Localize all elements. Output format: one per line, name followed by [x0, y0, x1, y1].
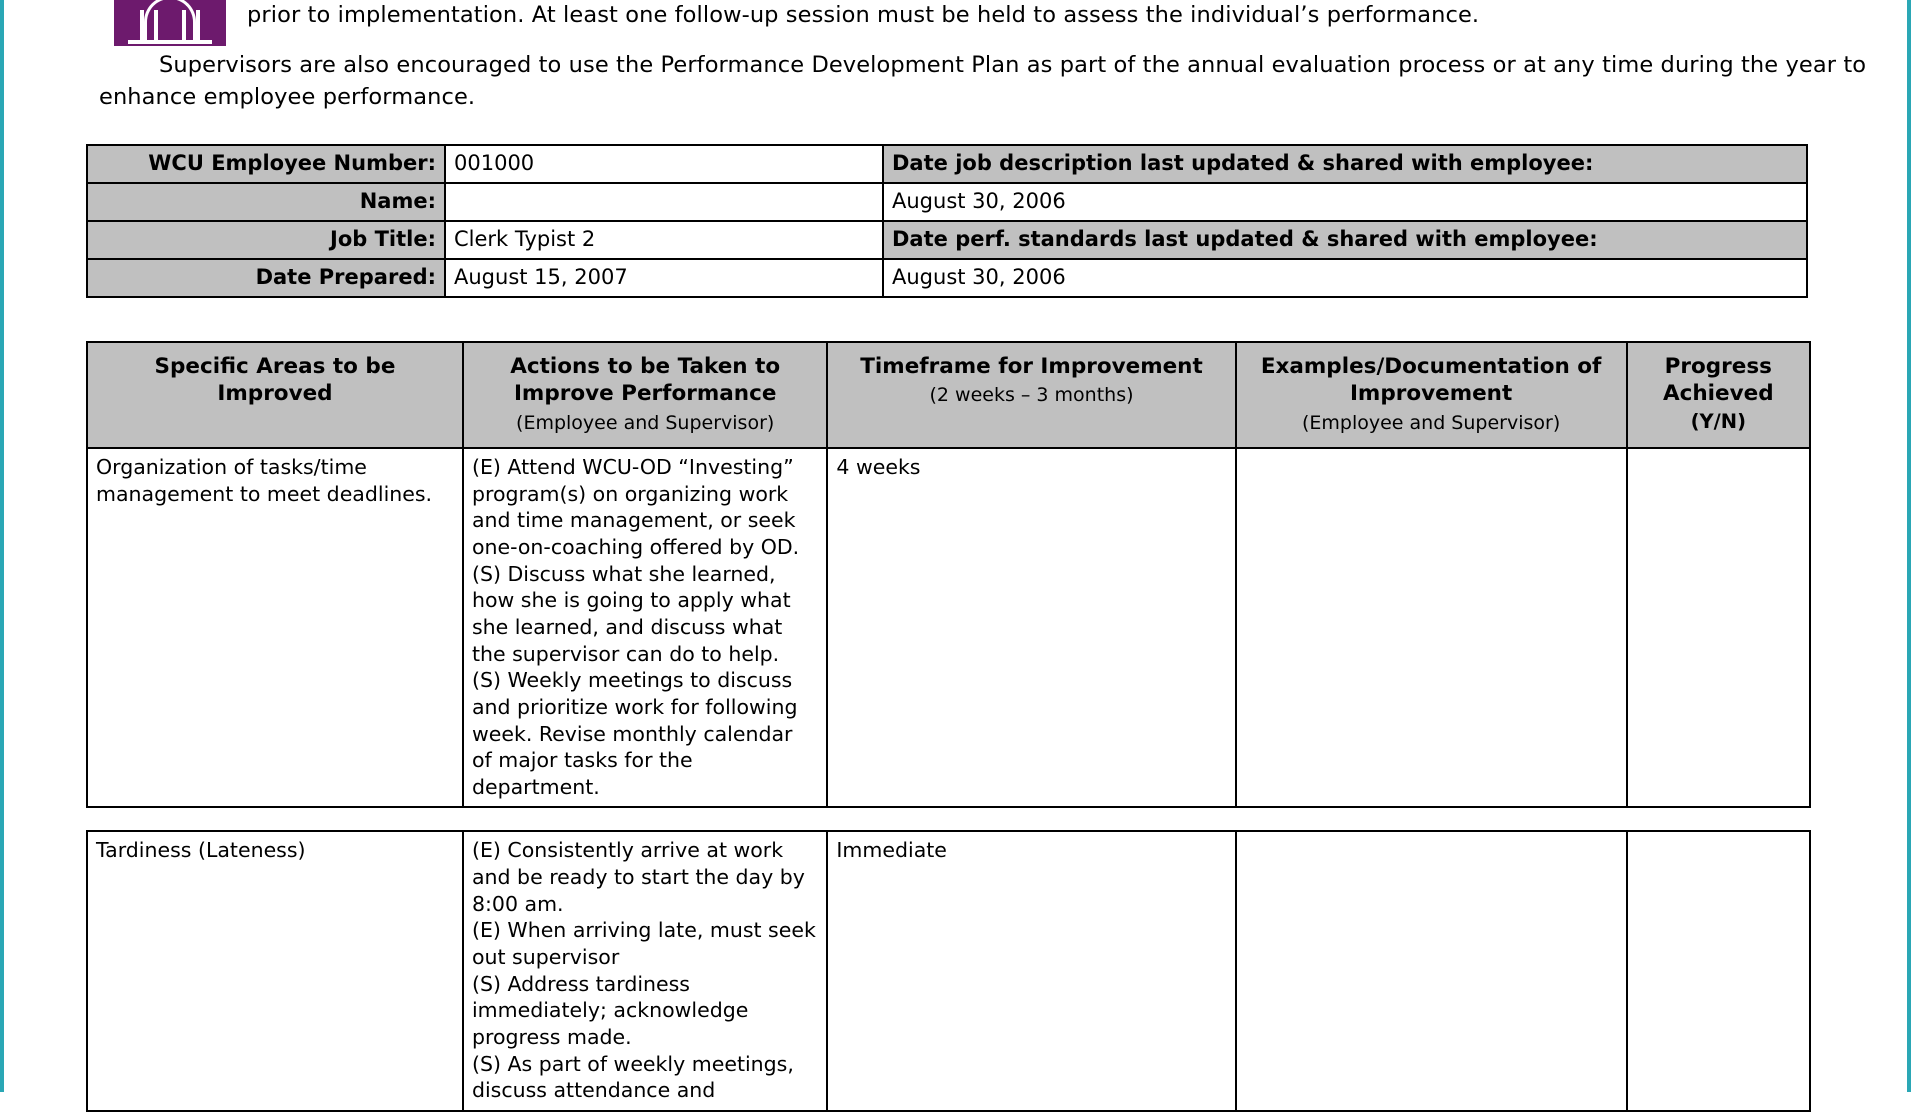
- header-progress-sub: (Y/N): [1690, 409, 1746, 433]
- row2-actions[interactable]: [463, 831, 827, 1110]
- header-timeframe: [827, 342, 1235, 448]
- header-specific-areas: [87, 342, 463, 448]
- row1-timeframe[interactable]: 4 weeks: [827, 448, 1235, 807]
- header-examples-title: Examples/Documentation of Improvement: [1260, 353, 1602, 407]
- intro-section: [4, 0, 1907, 114]
- perf-standards-updated-label: Date perf. standards last updated & shared with employee:: [883, 221, 1807, 259]
- table-row: [87, 145, 1807, 183]
- row1-action-line: (S) Weekly meetings to discuss and prioritize work for following week. Revise monthly calendar of major tasks for the department.: [471, 668, 798, 799]
- header-progress: [1627, 342, 1810, 448]
- row1-actions[interactable]: [463, 448, 827, 807]
- row1-examples[interactable]: [1236, 448, 1627, 807]
- table-row: [87, 831, 1810, 1110]
- header-timeframe-sub: (2 weeks – 3 months): [929, 384, 1134, 407]
- development-plan-table: [86, 341, 1811, 1112]
- employee-number-label: WCU Employee Number:: [87, 145, 445, 183]
- row2-action-line: (S) Address tardiness immediately; acknowledge progress made.: [471, 971, 749, 1049]
- row2-area[interactable]: Tardiness (Lateness): [87, 831, 463, 1110]
- perf-standards-updated-value[interactable]: August 30, 2006: [883, 259, 1807, 297]
- row2-examples[interactable]: [1236, 831, 1627, 1110]
- header-timeframe-title: Timeframe for Improvement: [860, 353, 1203, 379]
- table-header-row: [87, 342, 1810, 448]
- wcu-seal-logo: [114, 0, 226, 46]
- table-row: [87, 221, 1807, 259]
- table-row: [87, 183, 1807, 221]
- name-value[interactable]: [445, 183, 883, 221]
- intro-paragraph-2: Supervisors are also encouraged to use the Performance Development Plan as part of the annual evaluation process or at any time during the year to enhance employee performance.: [99, 51, 1867, 110]
- table-row-spacer: [87, 807, 1810, 831]
- row2-action-line: (E) When arriving late, must seek out supervisor: [471, 918, 816, 970]
- job-description-updated-label: Date job description last updated & shared with employee:: [883, 145, 1807, 183]
- date-prepared-label: Date Prepared:: [87, 259, 445, 297]
- row2-action-line: (S) As part of weekly meetings, discuss attendance and: [471, 1051, 794, 1103]
- name-label: Name:: [87, 183, 445, 221]
- header-actions-title: Actions to be Taken to Improve Performance: [510, 353, 781, 407]
- header-examples: [1236, 342, 1627, 448]
- table-row: [87, 259, 1807, 297]
- row2-action-line: (E) Consistently arrive at work and be ready to start the day by 8:00 am.: [471, 838, 805, 916]
- row2-timeframe[interactable]: Immediate: [827, 831, 1235, 1110]
- table-row: [87, 448, 1810, 807]
- header-specific-areas-title: Specific Areas to be Improved: [154, 353, 396, 407]
- job-title-value[interactable]: Clerk Typist 2: [445, 221, 883, 259]
- job-description-updated-value[interactable]: August 30, 2006: [883, 183, 1807, 221]
- row2-progress[interactable]: [1627, 831, 1810, 1110]
- date-prepared-value[interactable]: August 15, 2007: [445, 259, 883, 297]
- intro-paragraph-1: prior to implementation. At least one follow-up session must be held to assess the individual’s performance.: [247, 2, 1480, 28]
- row1-action-line: (S) Discuss what she learned, how she is going to apply what she learned, and discuss what the supervisor can do to help.: [471, 561, 791, 666]
- header-actions-sub: (Employee and Supervisor): [516, 411, 775, 434]
- employee-info-table: [86, 144, 1808, 298]
- row1-area[interactable]: Organization of tasks/time management to meet deadlines.: [87, 448, 463, 807]
- row1-progress[interactable]: [1627, 448, 1810, 807]
- header-actions: [463, 342, 827, 448]
- row1-action-line: (E) Attend WCU-OD “Investing” program(s) on organizing work and time management, or seek one-on-coaching offered by OD.: [471, 455, 800, 560]
- employee-number-value[interactable]: 001000: [445, 145, 883, 183]
- header-examples-sub: (Employee and Supervisor): [1301, 411, 1561, 434]
- job-title-label: Job Title:: [87, 221, 445, 259]
- header-progress-title: Progress Achieved: [1662, 353, 1774, 407]
